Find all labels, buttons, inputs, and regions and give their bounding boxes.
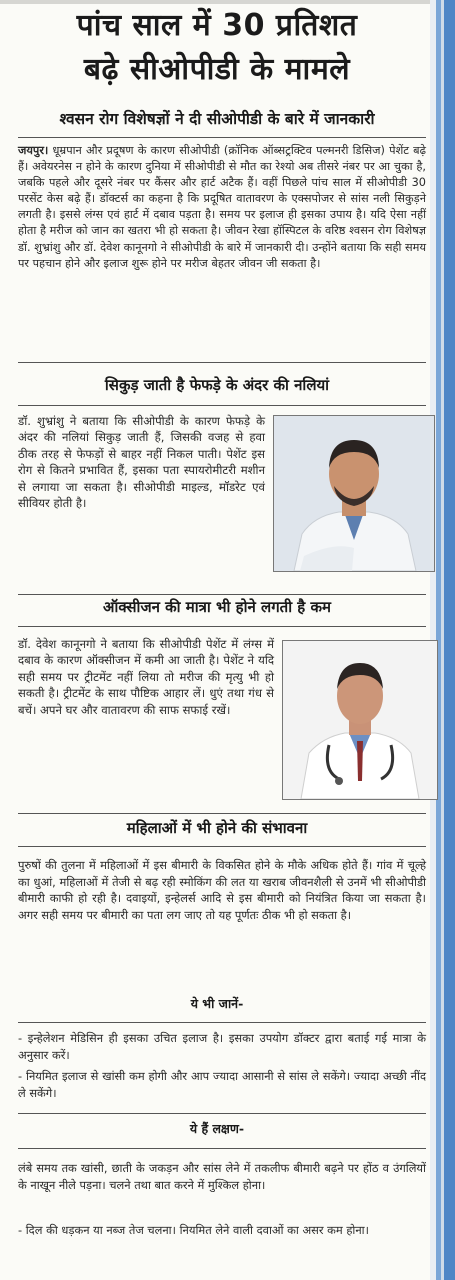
doctor-portrait-icon [283,641,437,799]
section-title-women: महिलाओं में भी होने की संभावना [126,819,308,837]
symptom-item-2: - दिल की धड़कन या नब्ज तेज चलना। नियमित लेने वाली दवाओं का असर कम होना। [18,1223,369,1237]
divider [18,137,426,138]
divider [18,362,426,363]
divider [18,626,426,627]
divider [18,1022,426,1023]
know-item-1: - इन्हेलेशन मेडिसिन ही इसका उचित इलाज है। इसका उपयोग डॉक्टर द्वारा बताई गई मात्रा के अनुसार करें। [18,1031,426,1062]
divider [18,813,426,814]
headline-line-2: बढ़े सीओपीडी के मामले [83,52,351,87]
doctor-photo-1 [273,415,435,572]
section-title-airways: सिकुड़ जाती है फेफड़े के अंदर की नलियां [104,376,330,394]
doctor-photo-2 [282,640,438,800]
divider [18,1148,426,1149]
section-women-text: पुरुषों की तुलना में महिलाओं में इस बीमारी के विकसित होने के मौके अधिक होते हैं। गांव में चूल्हे का धुआं, महिलाओं में तेजी से बढ़ रही स्मोकिंग की लत या खराब जीवनशैली से उनमें भी सीओपीडी बीमारी काफी हो रही है। दवाइयों, इन्हेलर्स आदि से इस बीमारी को नियंत्रित किया जा सकता है। अगर सही समय पर बीमारी का पता लग जाए तो यह पूर्णतः ठीक भी हो सकता है। [18,858,426,922]
section-airways-text: डॉ. शुभ्रांशु ने बताया कि सीओपीडी के कारण फेफड़े के अंदर की नलियां सिकुड़ जाती हैं, जिसकी वजह से हवा ठीक तरह से फेफड़ों से बाहर नहीं निकल पाती। पेशेंट इस रोग से कितने प्रभावित हैं, इसका पता स्पायरोमीटरी मशीन से लगाया जा सकता है। सीओपीडी माइल्ड, मॉडरेट एवं सीवियर होती है। [18,414,265,511]
section-title-oxygen: ऑक्सीजन की मात्रा भी होने लगती है कम [102,598,331,616]
intro-text: धूम्रपान और प्रदूषण के कारण सीओपीडी (क्रॉनिक ऑब्सट्रक्टिव पल्मनरी डिसिज) पेशेंट बढ़े हैं। अवेयरनेस न होने के कारण दुनिया में सीओपीडी से मौत का रेश्यो अब तीसरे नंबर पर आ चुका है, जबकि पहले और दूसरे नंबर पर कैंसर और हार्ट अटैक हैं। वहीं पिछले पांच साल में सीओपीडी 30 परसेंट केस बढ़े हैं। डॉक्टर्स का कहना है कि प्रदूषित वातावरण के एक्सपोजर से सांस नली सिकुड़ने लगती है। इससे लंग्स एवं हार्ट में दबाव पड़ता है। समय पर इलाज ही इसका उपाय है। यदि ऐसा नहीं होता है मरीज को जान का खतरा भी हो सकता है। जीवन रेखा हॉस्पिटल के वरिष्ठ श्वसन रोग विशेषज्ञ डॉ. शुभ्रांशु और डॉ. देवेश कानूनगो ने सीओपीडी के बारे में जानकारी दी। उन्होंने बताया कि सही समय पर पहचान होने और इलाज शुरू होने पर मरीज बेहतर जीवन जी सकता है। [18,144,426,270]
section-oxygen-text: डॉ. देवेश कानूनगो ने बताया कि सीओपीडी पेशेंट में लंग्स में दबाव के कारण ऑक्सीजन में कमी आ जाती है। पेशेंट ने यदि सही समय पर ट्रीटमेंट नहीं लिया तो मरीज की मृत्यु भी हो सकती है। ट्रीटमेंट के साथ पौष्टिक आहार लें। धुएं तथा गंध से बचें। अपने घर और वातावरण की साफ सफाई रखें। [18,637,274,717]
headline-line-1: पांच साल में 30 प्रतिशत [76,8,358,43]
divider [18,594,426,595]
divider [18,846,426,847]
symptoms-title: ये हैं लक्षण- [189,1121,245,1136]
know-item-2: - नियमित इलाज से खांसी कम होगी और आप ज्यादा आसानी से सांस ले सकेंगे। ज्यादा अच्छी नींद ले सकेंगे। [18,1069,426,1100]
divider [18,405,426,406]
divider [18,1113,426,1114]
article [8,0,426,1280]
doctor-portrait-icon [274,416,434,571]
dateline: जयपुर। [18,144,49,157]
know-title: ये भी जानें- [190,996,244,1011]
intro-paragraph [18,143,426,359]
subheadline: श्वसन रोग विशेषज्ञों ने दी सीओपीडी के बारे में जानकारी [59,110,375,128]
symptom-item-1: लंबे समय तक खांसी, छाती के जकड़न और सांस लेने में तकलीफ बीमारी बढ़ने पर होंठ व उंगलियों के नाखून नीले पड़ना। चलने तथा बात करने में मुश्किल होना। [18,1161,426,1192]
